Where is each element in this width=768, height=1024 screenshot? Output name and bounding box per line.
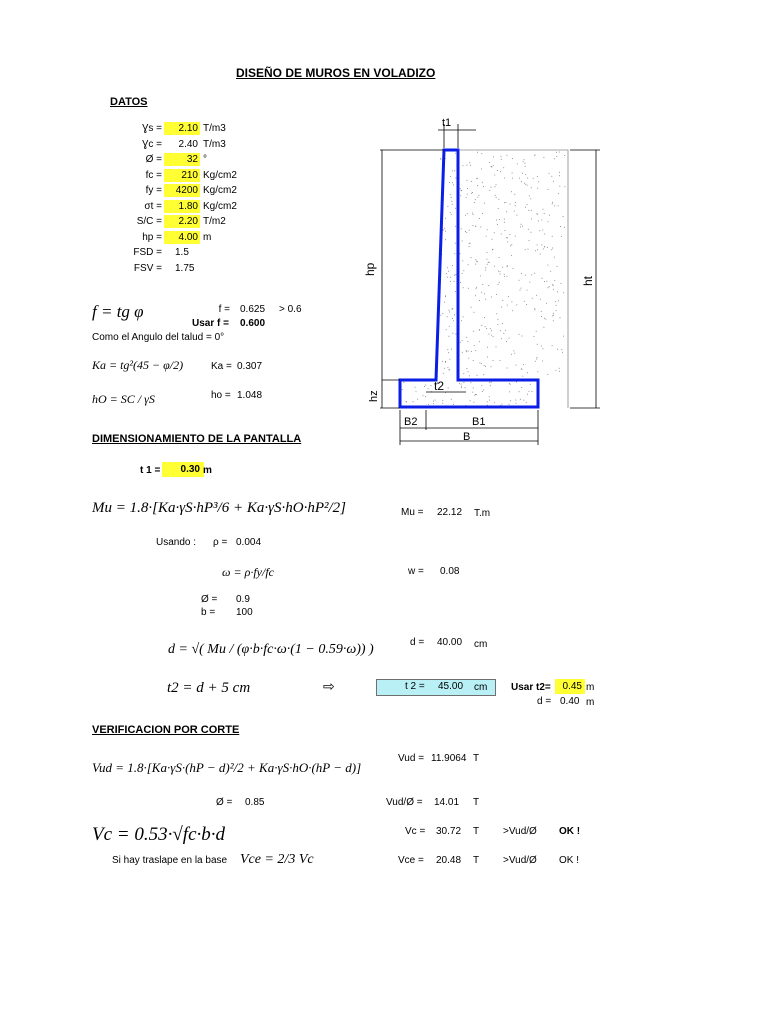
vce-compare: >Vud/Ø <box>503 855 537 866</box>
wall-outline <box>400 150 538 407</box>
hz-dim-label: hz <box>368 390 380 402</box>
vce-formula: Vce = 2/3 Vc <box>240 852 314 867</box>
phi-corte-value: 0.85 <box>245 797 265 808</box>
vce-value: 20.48 <box>436 855 462 866</box>
datos-value: 1.80 <box>164 200 200 213</box>
datos-label: FSD = <box>133 247 162 258</box>
datos-unit: m <box>203 231 212 243</box>
ka-value: 0.307 <box>237 361 263 372</box>
t2-unit: cm <box>474 682 488 693</box>
t2-formula: t2 = d + 5 cm <box>167 680 251 696</box>
d-unit: cm <box>474 639 488 650</box>
vud-phi-unit: T <box>473 797 480 808</box>
talud-note: Como el Angulo del talud = 0° <box>92 332 225 343</box>
datos-value: 32 <box>164 153 200 166</box>
datos-unit: T/m2 <box>203 216 226 227</box>
f-check: > 0.6 <box>279 304 302 315</box>
ka-formula: Ka = tg²(45 − φ/2) <box>92 358 184 372</box>
vud-label: Vud = <box>398 753 425 764</box>
f-value: 0.625 <box>240 304 266 315</box>
vc-label: Vc = <box>405 826 426 837</box>
usar-t2-value: 0.45 <box>555 679 585 694</box>
datos-unit: T/m3 <box>203 123 226 134</box>
datos-value: 2.40 <box>178 138 198 150</box>
ho-formula: hO = SC / γS <box>92 392 155 406</box>
vud-phi-value: 14.01 <box>434 797 460 808</box>
rho-prefix: Usando : <box>156 537 197 548</box>
t2-dim-label: t2 <box>434 379 445 393</box>
t1-unit: m <box>203 465 212 476</box>
vud-value: 11.9064 <box>431 753 467 764</box>
rho-label: ρ = <box>213 537 228 548</box>
vc-value: 30.72 <box>436 826 462 837</box>
mu-value: 22.12 <box>437 507 463 518</box>
ht-dim-label: ht <box>581 275 595 286</box>
datos-label: fc = <box>145 169 162 181</box>
usar-t2-label: Usar t2= <box>511 682 551 693</box>
datos-value: 210 <box>164 169 200 182</box>
mu-label: Mu = <box>401 507 424 518</box>
datos-label: σt = <box>144 200 162 212</box>
hp-dim-label: hp <box>363 262 377 276</box>
mu-unit: T.m <box>474 508 491 519</box>
datos-label: Ɣc = <box>142 138 162 150</box>
omega-value: 0.08 <box>440 566 460 577</box>
dimension-lines <box>380 124 600 445</box>
section-verificacion-heading: VERIFICACION POR CORTE <box>92 724 240 736</box>
rho-value: 0.004 <box>236 537 262 548</box>
section-dimensionamiento-heading: DIMENSIONAMIENTO DE LA PANTALLA <box>92 433 302 445</box>
b2-dim-label: B2 <box>404 416 418 428</box>
usar-f-value: 0.600 <box>240 318 266 329</box>
phi-flex-label: Ø = <box>201 594 218 605</box>
vce-status: OK ! <box>559 855 580 866</box>
vc-compare: >Vud/Ø <box>503 826 537 837</box>
datos-unit: T/m3 <box>203 138 226 150</box>
f-label: f = <box>218 304 230 315</box>
ho-value: 1.048 <box>237 390 263 401</box>
d-m-value: 0.40 <box>560 696 580 707</box>
t1-dim-label: t1 <box>442 117 452 129</box>
b1-dim-label: B1 <box>472 416 486 428</box>
phi-flex-value: 0.9 <box>236 594 250 605</box>
datos-label: Ɣs = <box>142 123 162 134</box>
section-datos-heading: DATOS <box>110 96 148 108</box>
retaining-wall-diagram <box>360 110 610 450</box>
arrow-right-icon: ⇨ <box>323 678 335 694</box>
soil-outline <box>460 150 568 408</box>
vce-note: Si hay traslape en la base <box>112 855 228 866</box>
t1-value: 0.30 <box>162 462 204 477</box>
d-m-unit: m <box>586 697 595 708</box>
datos-label: FSV = <box>133 262 162 274</box>
datos-value: 2.20 <box>164 215 200 228</box>
page-title: DISEÑO DE MUROS EN VOLADIZO <box>236 66 436 80</box>
d-m-label: d = <box>537 696 552 707</box>
usar-t2-unit: m <box>586 682 595 693</box>
t2-value: 45.00 <box>438 681 464 692</box>
datos-value: 1.75 <box>175 262 195 274</box>
omega-label: w = <box>408 566 424 577</box>
usar-f-label: Usar f = <box>192 318 229 329</box>
b-value: 100 <box>236 607 253 618</box>
datos-label: S/C = <box>136 216 162 227</box>
datos-unit: ° <box>203 154 207 165</box>
datos-value: 4.00 <box>164 231 200 244</box>
datos-label: Ø = <box>145 154 162 165</box>
vce-unit: T <box>473 855 480 866</box>
d-formula: d = √( Mu / (φ·b·fc·ω·(1 − 0.59·ω)) ) <box>168 642 374 657</box>
datos-value: 2.10 <box>164 122 200 135</box>
datos-unit: Kg/cm2 <box>203 169 237 181</box>
d-label: d = <box>410 637 425 648</box>
friction-formula: f = tg φ <box>92 302 144 321</box>
b-label: b = <box>201 607 216 618</box>
vc-formula: Vc = 0.53·√fc·b·d <box>92 824 225 845</box>
datos-label: fy = <box>145 185 162 196</box>
vud-formula: Vud = 1.8·[Ka·γS·(hP − d)²/2 + Ka·γS·hO·(hP − d)] <box>92 760 362 775</box>
vud-phi-label: Vud/Ø = <box>386 797 423 808</box>
datos-value: 1.5 <box>175 247 189 258</box>
vc-unit: T <box>473 826 480 837</box>
b-dim-label: B <box>463 431 471 443</box>
datos-label: hp = <box>142 231 162 243</box>
vud-unit: T <box>473 753 480 764</box>
mu-formula: Mu = 1.8·[Ka·γS·hP³/6 + Ka·γS·hO·hP²/2] <box>92 500 346 516</box>
vce-label: Vce = <box>398 855 424 866</box>
ho-label: ho = <box>211 390 231 401</box>
ka-label: Ka = <box>211 361 232 372</box>
omega-formula: ω = ρ·fy/fc <box>222 565 274 579</box>
datos-unit: Kg/cm2 <box>203 200 237 212</box>
datos-value: 4200 <box>164 184 200 197</box>
t2-label: t 2 = <box>405 681 425 692</box>
datos-unit: Kg/cm2 <box>203 185 237 196</box>
phi-corte-label: Ø = <box>216 797 233 808</box>
soil-fill <box>402 152 566 407</box>
t2-result-box <box>376 679 496 696</box>
d-value: 40.00 <box>437 637 463 648</box>
vc-status: OK ! <box>559 826 581 837</box>
t1-label: t 1 = <box>140 465 161 476</box>
